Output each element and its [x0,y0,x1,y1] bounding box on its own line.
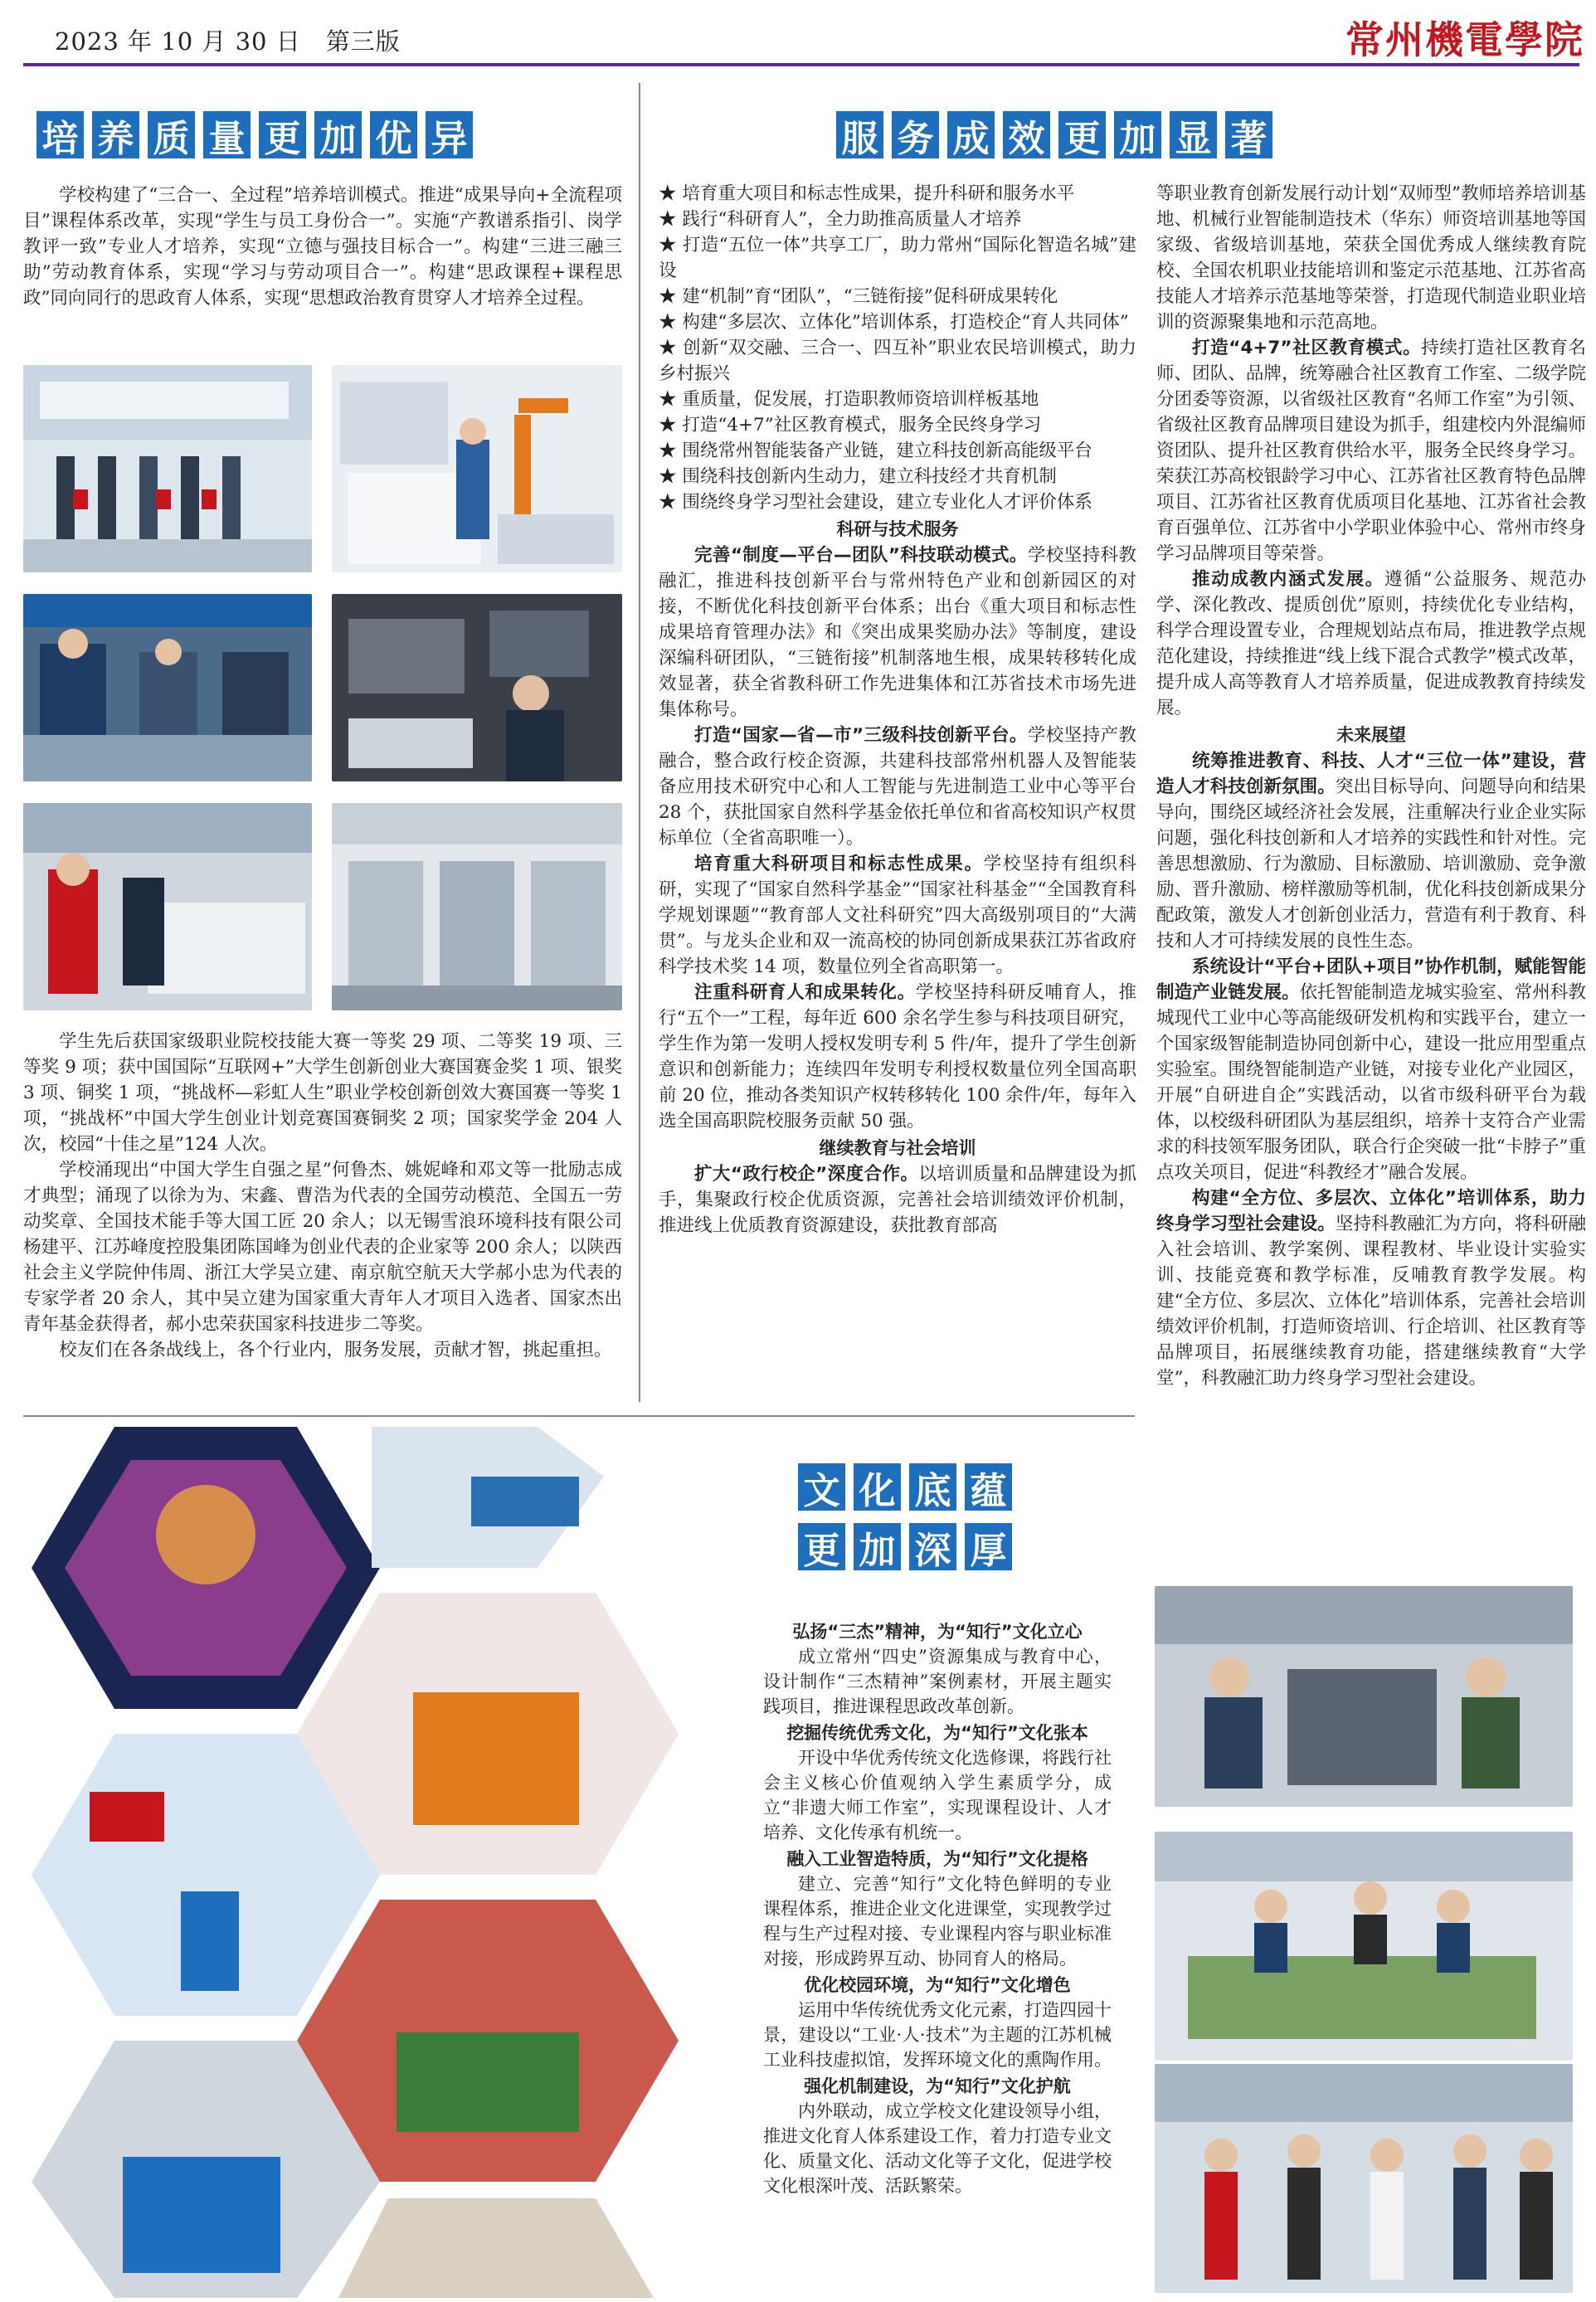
culture-title-line1: 文 化 底 蕴 [798,1463,1012,1511]
newspaper-logo: 常州機電學院 [1345,17,1584,62]
bullet-item: ★ 围绕科技创新内生动力，建立科技经才共育机制 [659,466,1057,487]
photo-award-ceremony [23,365,312,572]
photo-robot-lab [332,365,622,572]
photo-production-line [332,803,622,1010]
left-achievements: 学生先后获国家级职业院校技能大赛一等奖 29 项、二等奖 19 项、三等奖 9 项；获中国国际“互联网+”大学生创新创业大赛国赛金奖 1 项、银奖 3 项、铜奖 1 项，“挑战杯—彩虹人生”职业学校创新创效大赛国赛一等奖 1 项，“挑战杯”中国大学生创业计划竞赛国赛铜奖 2 项；国家奖学金 204 人次，校园“十佳之星”124 人次。 学校涌现出“中国大学生自强之星”何鲁杰、姚妮峰和邓文等一批励志成才典型；涌现了以徐为为、宋鑫、曹浩为代表的全国劳动模范、全国五一劳动奖章、全国技术能手等大国工匠 20 余人；以无锡雪浪环境科技有限公司杨建平、江苏峰度控股集团陈国峰为创业代表的企业家等 200 余人；以陕西社会主义学院仲伟周、浙江大学吴立建、南京航空航天大学郝小忠为代表的专家学者 20 余人，其中吴立建为国家重大青年人才项目入选者、国家杰出青年基金获得者，郝小忠荣获国家科技进步二等奖。 校友们在各条战线上，各个行业内，服务发展，贡献才智，挑起重担。 [23,1031,622,1360]
bullet-item: ★ 打造“五位一体”共享工厂，助力常州“国际化智造名城”建设 [659,235,1136,281]
bullet-item: ★ 践行“科研育人”，全力助推高质量人才培养 [659,209,1022,230]
bullet-item: ★ 重质量，促发展，打造职教师资培训样板基地 [659,389,1039,410]
bullet-item: ★ 创新“双交融、三合一、四互补”职业农民培训模式，助力乡村振兴 [659,338,1136,384]
culture-text: 弘扬“三杰”精神，为“知行”文化立心 成立常州“四史”资源集成与教育中心，设计制作“三杰精神”案例素材，开展主题实践项目，推进课程思政改革创新。 挖掘传统优秀文化，为“知行”文化张本 开设中华优秀传统文化选修课，将践行社会主义核心价值观纳入学生素质学分，成立“非遗大师工作室”，实现课程设计、人才培养、文化传承有机统一。 融入工业智造特质，为“知行”文化提格 建立、完善“知行”文化特色鲜明的专业课程体系，推进企业文化进课堂，实现教学过程与生产过程对接、专业课程内容与职业标准对接，形成跨界互动、协同育人的格局。 优化校园环境，为“知行”文化增色 运用中华传统优秀文化元素，打造四园十景，建设以“工业·人·技术”为主题的江苏机械工业科技虚拟馆，发挥环境文化的熏陶作用。 强化机制建设，为“知行”文化护航 内外联动，成立学校文化建设领导小组，推进文化育人体系建设工作，着力打造专业文化、质量文化、活动文化等子文化，促进学校文化根深叶茂、活跃繁荣。 [763,1622,1112,2196]
bullet-item: ★ 建“机制”育“团队”，“三链衔接”促科研成果转化 [659,286,1058,307]
photo-exhibition-visit [1155,2064,1573,2293]
subheading-research: 科研与技术服务 [836,519,959,539]
photo-machine-inspection [1155,1586,1573,1807]
right-column: 等职业教育创新发展行动计划“双师型”教师培养培训基地、机械行业智能制造技术（华东）师资培训基地等国家级、省级培训基地，荣获全国优秀成人继续教育院校、全国农机职业技能培训和鉴定示范基地、江苏省高技能人才培养示范基地等荣誉，打造现代制造业职业培训的资源聚集地和示范高地。 打造“4+7”社区教育模式。持续打造社区教育名师、团队、品牌，统筹融合社区教育工作室、二级学院分团委等资源，以省级社区教育“名师工作室”为引领、省级社区教育品牌项目建设为抓手，组建校内外混编师资团队、提升社区教育供给水平，服务全民终身学习。荣获江苏高校银龄学习中心、江苏省社区教育特色品牌项目、江苏省社区教育优质项目化基地、江苏省社会教育百强单位、江苏省中小学职业体验中心、常州市终身学习品牌项目等荣誉。 推动成教内涵式发展。遵循“公益服务、规范办学、深化教改、提质创优”原则，持续优化专业结构，科学合理设置专业，合理规划站点布局，推进教学点规范化建设，持续推进“线上线下混合式教学”模式改革，提升成人高等教育人才培养质量，促进成教教育持续发展。 未来展望 统筹推进教育、科技、人才“三位一体”建设，营造人才科技创新氛围。突出目标导向、问题导向和结果导向，围绕区域经济社会发展，注重解决行业企业实际问题，强化科技创新和人才培养的实践性和针对性。完善思想激励、行为激励、目标激励、培训激励、竞争激励、晋升激励、榜样激励等机制，优化科技创新成果分配政策，激发人才创新创业活力，营造有利于教育、科技和人才可持续发展的良性生态。 系统设计“平台+团队+项目”协作机制，赋能智能制造产业链发展。依托智能制造龙城实验室、常州科教城现代工业中心等高能级研发机构和实践平台，建立一个国家级智能制造协同创新中心，建设一批应用型重点实验室。围绕智能制造产业链，对接专业化产业园区，开展“自研进自企”实践活动，以省市级科研平台为载体，以校级科研团队为基层组织，培养十支符合产业需求的科技领军服务团队，联合行企突破一批“卡脖子”重点攻关项目，促进“科教经才”融合发展。 构建“全方位、多层次、立体化”培训体系，助力终身学习型社会建设。坚持科教融汇为方向，将科研融入社会培训、教学案例、课程教材、毕业设计实验实训、技能竞赛和教学标准，反哺教育教学发展。构建“全方位、多层次、立体化”培训体系，完善社会培训绩效评价机制，打造师资培训、行企培训、社区教育等品牌项目，拓展继续教育功能，搭建继续教育“大学堂”，科教融汇助力终身学习型社会建设。 [1156,183,1586,1389]
photo-collage-hexagons [23,1427,795,2298]
photo-automotive-workshop [23,803,312,1010]
photo-model-demonstration [1155,1832,1573,2061]
bullet-item: ★ 围绕终身学习型社会建设，建立专业化人才评价体系 [659,492,1092,513]
bullet-item: ★ 培育重大项目和标志性成果，提升科研和服务水平 [659,183,1075,204]
photo-skills-training [23,594,312,781]
bullet-item: ★ 打造“4+7”社区教育模式，服务全民终身学习 [659,415,1042,436]
bullet-item: ★ 构建“多层次、立体化”培训体系，打造校企“育人共同体” [659,312,1129,333]
section-divider [23,1415,1135,1417]
right-section-title: 服 务 成 效 更 加 显 著 [836,111,1272,158]
left-section-title: 培 养 质 量 更 加 优 异 [36,111,473,158]
middle-column: ★ 培育重大项目和标志性成果，提升科研和服务水平 ★ 践行“科研育人”，全力助推高质量人才培养 ★ 打造“五位一体”共享工厂，助力常州“国际化智造名城”建设 ★ 建“机制”育“团队”，“三链衔接”促科研成果转化 ★ 构建“多层次、立体化”培训体系，打造校企“育人共同体” ★ 创新“双交融、三合一、四互补”职业农民培训模式，助力乡村振兴 ★ 重质量，促发展，打造职教师资培训样板基地 ★ 打造“4+7”社区教育模式，服务全民终身学习 ★ 围绕常州智能装备产业链，建立科技创新高能级平台 ★ 围绕科技创新内生动力，建立科技经才共育机制 ★ 围绕终身学习型社会建设，建立专业化人才评价体系 科研与技术服务 完善“制度—平台—团队”科技联动模式。学校坚持科教融汇，推进科技创新平台与常州特色产业和创新园区的对接，不断优化科技创新平台体系；出台《重大项目和标志性成果培育管理办法》和《突出成果奖励办法》等制度，建设深编科研团队，“三链衔接”机制落地生根，成果转移转化成效显著，获全省教科研工作先进集体和江苏省技术市场先进集体称号。 打造“国家—省—市”三级科技创新平台。学校坚持产教融合，整合政行校企资源，共建科技部常州机器人及智能装备应用技术研究中心和人工智能与先进制造工业中心等平台 28 个，获批国家自然科学基金依托单位和省高校知识产权贯标单位（全省高职唯一）。 培育重大科研项目和标志性成果。学校坚持有组织科研，实现了“国家自然科学基金”“国家社科基金”“全国教育科学规划课题”“教育部人文社科研究”四大高级别项目的“大满贯”。与龙头企业和双一流高校的协同创新成果获江苏省政府科学技术奖 14 项，数量位列全省高职第一。 注重科研育人和成果转化。学校坚持科研反哺育人，推行“五个一”工程，每年近 600 余名学生参与科技项目研究，学生作为第一发明人授权发明专利 5 件/年，提升了学生创新意识和创新能力；连续四年发明专利授权数量位列全国高职前 20 位，推动各类知识产权转移转化 100 余件/年，每年入选全国高职院校服务贡献 50 强。 继续教育与社会培训 扩大“政行校企”深度合作。以培训质量和品牌建设为抓手，集聚政行校企优质资源，完善社会培训绩效评价机制，推进线上优质教育资源建设，获批教育部高 [659,181,1136,1239]
subheading-training: 继续教育与社会培训 [819,1138,976,1158]
culture-title-line2: 更 加 深 厚 [798,1523,1012,1570]
photo-computer-lab [332,594,622,781]
subheading-future: 未来展望 [1336,725,1406,745]
left-intro: 学校构建了“三合一、全过程”培养培训模式。推进“成果导向+全流程项目”课程体系改革，实现“学生与员工身份合一”。实施“产教谱系指引、岗学教评一致”专业人才培养，实现“立德与强技目标合一”。构建“三进三融三助”劳动教育体系，实现“学习与劳动项目合一”。构建“思政课程+课程思政”同向同行的思政育人体系，实现“思想政治教育贯穿人才培养全过程。 [23,185,622,309]
bullet-item: ★ 围绕常州智能装备产业链，建立科技创新高能级平台 [659,440,1092,461]
header-rule [23,63,1579,66]
column-divider [639,83,640,1402]
issue-date: 2023 年 10 月 30 日 第三版 [55,27,401,56]
